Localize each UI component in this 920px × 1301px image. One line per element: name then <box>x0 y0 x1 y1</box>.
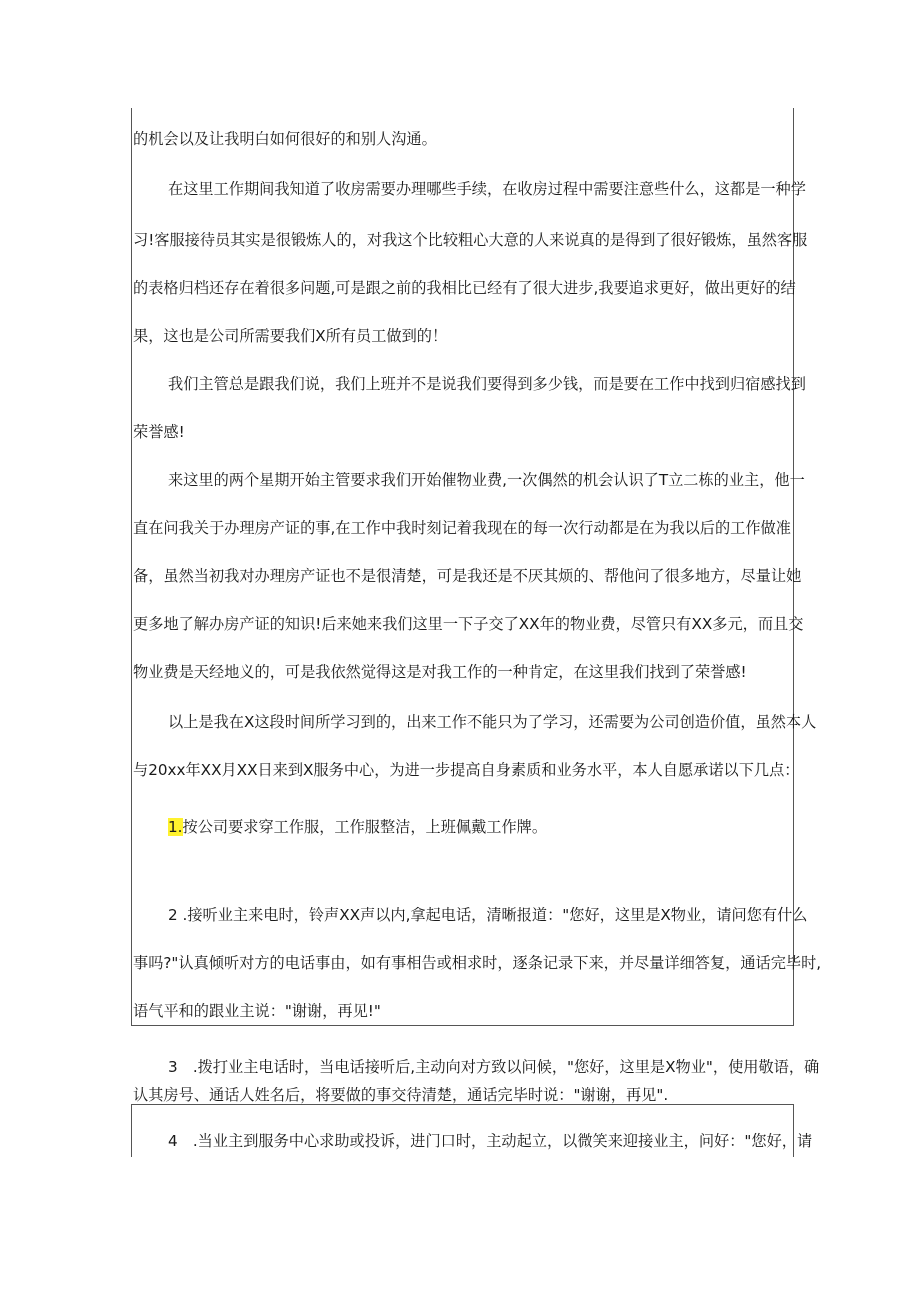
text-line: 的机会以及让我明白如何很好的和别人沟通。 <box>133 130 437 148</box>
text-line: 的表格归档还存在着很多问题,可是跟之前的我相比已经有了很大进步,我要追求更好，做出更好的结 <box>133 279 796 297</box>
text-line: 习!客服接待员其实是很锻炼人的，对我这个比较粗心大意的人来说真的是得到了很好锻炼，虽然客服 <box>133 231 808 249</box>
text-line: 直在问我关于办理房产证的事,在工作中我时刻记着我现在的每一次行动都是在为我以后的工作做准 <box>133 519 791 537</box>
list-item-1 <box>168 817 793 837</box>
list-item-4: 4 .当业主到服务中心求助或投诉，进门口时，主动起立，以微笑来迎接业主，问好："您好，请 <box>168 1132 813 1150</box>
list-item-1-number: 1. <box>168 818 183 836</box>
paragraph-start: 在这里工作期间我知道了收房需要办理哪些手续，在收房过程中需要注意些什么，这都是一种学 <box>168 180 806 198</box>
text-line: 语气平和的跟业主说："谢谢，再见!" <box>133 1002 381 1020</box>
paragraph-start: 我们主管总是跟我们说，我们上班并不是说我们要得到多少钱，而是要在工作中找到归宿感找到 <box>168 375 806 393</box>
text-line: 事吗?"认真倾听对方的电话事由，如有事相告或相求时，逐条记录下来，并尽量详细答复，通话完毕时, <box>133 954 822 972</box>
paragraph-start: 以上是我在X这段时间所学习到的，出来工作不能只为了学习，还需要为公司创造价值，虽然本人 <box>168 713 817 731</box>
paragraph-start: 来这里的两个星期开始主管要求我们开始催物业费,一次偶然的机会认识了T立二栋的业主，他一 <box>168 471 805 489</box>
text-line: 物业费是天经地义的，可是我依然觉得这是对我工作的一种肯定，在这里我们找到了荣誉感! <box>133 663 747 681</box>
list-item-2: 2 .接听业主来电时，铃声XX声以内,拿起电话，清晰报道："您好，这里是X物业，请问您有什么 <box>168 906 808 924</box>
text-line: 更多地了解办房产证的知识!后来她来我们这里一下子交了XX年的物业费，尽管只有XX多元，而且交 <box>133 615 804 633</box>
text-line: 认其房号、通话人姓名后，将要做的事交待清楚，通话完毕时说："谢谢，再见". <box>133 1086 669 1104</box>
text-line: 果，这也是公司所需要我们X所有员工做到的！ <box>133 327 448 345</box>
list-item-3: 3 .拨打业主电话时，当电话接听后,主动向对方致以问候，"您好，这里是X物业"，使用敬语，确 <box>168 1058 820 1076</box>
text-line: 备，虽然当初我对办理房产证也不是很清楚，可是我还是不厌其烦的、帮他问了很多地方，尽量让她 <box>133 567 802 585</box>
list-item-1-text: 按公司要求穿工作服，工作服整洁，上班佩戴工作牌。 <box>182 818 547 836</box>
text-line: 荣誉感! <box>133 423 185 441</box>
text-line: 与20xx年XX月XX日来到X服务中心，为进一步提高自身素质和业务水平，本人自愿承诺以下几点： <box>133 761 800 779</box>
